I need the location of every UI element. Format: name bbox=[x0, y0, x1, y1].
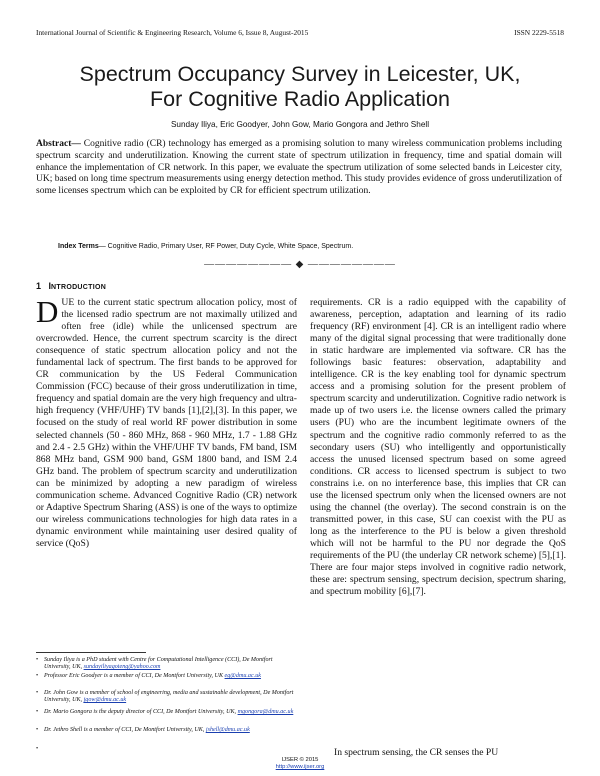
index-terms bbox=[58, 243, 548, 250]
abstract-dash: — bbox=[71, 139, 84, 149]
issn: ISSN 2229-5518 bbox=[514, 28, 564, 37]
body-column-1 bbox=[36, 294, 297, 550]
abstract-text: Cognitive radio (CR) technology has emerged as a promising solution to many wireless communication problems including spectrum scarcity and underutilization. Knowing the current state of spectrum utilization in frequency, time and spatial domain will enhance the implementation of CR network. In this paper, we evaluate the spectrum utilization of some selected bands in Leicester city, UK; based on long time spectrum measurements using energy detection method. This study provides evidence of gross underutilization of some licenses spectrum which can be exploited by CR for efficient spectrum utilization. bbox=[36, 139, 562, 197]
title-line-2: For Cognitive Radio Application bbox=[150, 87, 450, 111]
authors: Sunday Iliya, Eric Goodyer, John Gow, Mario Gongora and Jethro Shell bbox=[170, 120, 430, 129]
body-column-2-tail: In spectrum sensing, the CR senses the PU bbox=[334, 747, 499, 758]
footnote-text: Sunday Iliya is a PhD student with Centre for Computational Intelligence (CCI), De Montfort University, UK, bbox=[44, 657, 273, 671]
journal-header: International Journal of Scientific & Engineering Research, Volume 6, Issue 8, August-2015 bbox=[36, 28, 309, 37]
footnote-email-link[interactable]: jgow@dmu.ac.uk bbox=[83, 697, 127, 704]
index-terms-label: Index Terms bbox=[58, 243, 99, 250]
section-divider: ———————— ◆ ———————— bbox=[204, 259, 396, 270]
body-column-2: requirements. CR is a radio equipped with the capability of awareness, perception, adaptation and learning of its radio frequency (RF) environment [4]. CR is an intelligent radio where many of the digital signal processing that were traditionally done in static hardware are implemented via software. CR has the followings basic features: observation, adaptability and intelligence. CR is the key enabling tool for dynamic spectrum access and a promising solution for the present problem of spectrum scarcity and underutilization. Cognitive radio network is made up of two users i.e. the license owners called the primary users (PU) who are the incumbent legitimate owners of the spectrum and the cognitive radio commonly referred to as the secondary users (SU) who intelligently and opportunistically access the unused licensed spectrum based on some agreed conditions. CR access to licensed spectrum is subject to two constrains i.e. on no interference base, this implies that CR can use the licensed spectrum only when the licensed owners are not using the channel (the overlay). The second constrain is on the transmitted power, in this case, SU can coexist with the PU as long as the interference to the PU is below a given threshold which will not be harmful to the PU nor degrade the QoS requirements of the PU (the underlay CR network scheme) [5],[1]. There are four major steps involved in cognitive radio network, these are: spectrum sensing, spectrum decision, spectrum sharing, and spectrum mobility [6],[7]. bbox=[310, 297, 566, 598]
body-column-1-text: UE to the current static spectrum allocation policy, most of the licensed radio spectrum are not maximally utilized and often free (idle) while the unlicensed spectrum are overcrowded. Hence, the current spectrum scarcity is the direct consequence of static spectrum allocation policy and not the fundamental lack of spectrum. The first bands to be approved for CR communication by the US Federal Communication Commission (FCC) because of their gross underutilization in time, frequency and spatial domain are the very high frequency and ultra-high frequency (VHF/UHF) TV bands [1],[2],[3]. In this paper, we focused on the study of real world RF power distribution in some selected channels (50 - 860 MHz, 868 - 960 MHz, 1.7 - 1.88 GHz and 2.4 - 2.5 GHz) within the VHF/UHF TV bands, FM band, ISM 868 MHz band, GSM 900 band, GSM 1800 band, and ISM 2.4 GHz band. The problem of spectrum scarcity and underutilization can be minimized by adopting a new paradigm of wireless communication scheme. Advanced Cognitive Radio (CR) network or Adaptive Spectrum Sharing (ASS) is one of the ways to optimize our wireless communications technologies for high data rates in a dynamic environment while maintaining user desired quality of service (QoS) bbox=[36, 297, 297, 549]
bullet-icon: • bbox=[36, 746, 39, 752]
footnote-email-link[interactable]: eg@dmu.ac.uk bbox=[224, 673, 261, 679]
bullet-icon: • bbox=[36, 727, 39, 733]
footnote-shell bbox=[36, 727, 298, 734]
page-footer bbox=[0, 757, 600, 771]
footnote-email-link[interactable]: sundayiliyagoteng@yahoo.com bbox=[83, 664, 161, 671]
footnote-iliya bbox=[36, 657, 298, 672]
footnote-gongora bbox=[36, 709, 298, 716]
drop-cap: D bbox=[36, 294, 59, 329]
footnote-text: Dr. Jethro Shell is a member of CCI, De Montfort University, UK, bbox=[44, 727, 206, 733]
index-terms-text: Cognitive Radio, Primary User, RF Power, Duty Cycle, White Space, Spectrum. bbox=[107, 243, 354, 250]
footnote-text: Professor Eric Goodyer is a member of CCI, De Montfort University, UK bbox=[44, 673, 225, 679]
footer-url-link[interactable]: http://www.ijser.org bbox=[275, 764, 325, 770]
footnote-rule bbox=[36, 652, 146, 653]
bullet-icon: • bbox=[36, 709, 39, 715]
footnote-gow bbox=[36, 690, 298, 705]
footnote-text: Dr. Mario Gongora is the deputy director of CCI, De Montfort University, UK, bbox=[44, 709, 238, 715]
index-terms-dash: — bbox=[98, 243, 108, 250]
abstract bbox=[36, 139, 562, 198]
footnote-text: Dr. John Gow is a member of school of engineering, media and sustainable development, De Montfort University, UK, bbox=[44, 690, 294, 704]
footnote-email-link[interactable]: jshell@dmu.ac.uk bbox=[205, 727, 250, 733]
section-heading bbox=[36, 281, 106, 291]
bullet-icon: • bbox=[36, 690, 39, 696]
paper-title bbox=[0, 62, 600, 112]
footnote-goodyer bbox=[36, 673, 298, 680]
footnote-email-link[interactable]: mgongora@dmu.ac.uk bbox=[237, 709, 294, 715]
footer-copyright: IJSER © 2015 bbox=[281, 757, 319, 763]
section-title-first: I bbox=[48, 281, 52, 291]
section-title-rest: NTRODUCTION bbox=[51, 284, 107, 291]
bullet-icon: • bbox=[36, 657, 39, 663]
bullet-icon: • bbox=[36, 673, 39, 679]
abstract-label: Abstract bbox=[36, 139, 72, 149]
title-line-1: Spectrum Occupancy Survey in Leicester, UK, bbox=[79, 62, 521, 86]
section-number: 1 bbox=[36, 281, 42, 291]
